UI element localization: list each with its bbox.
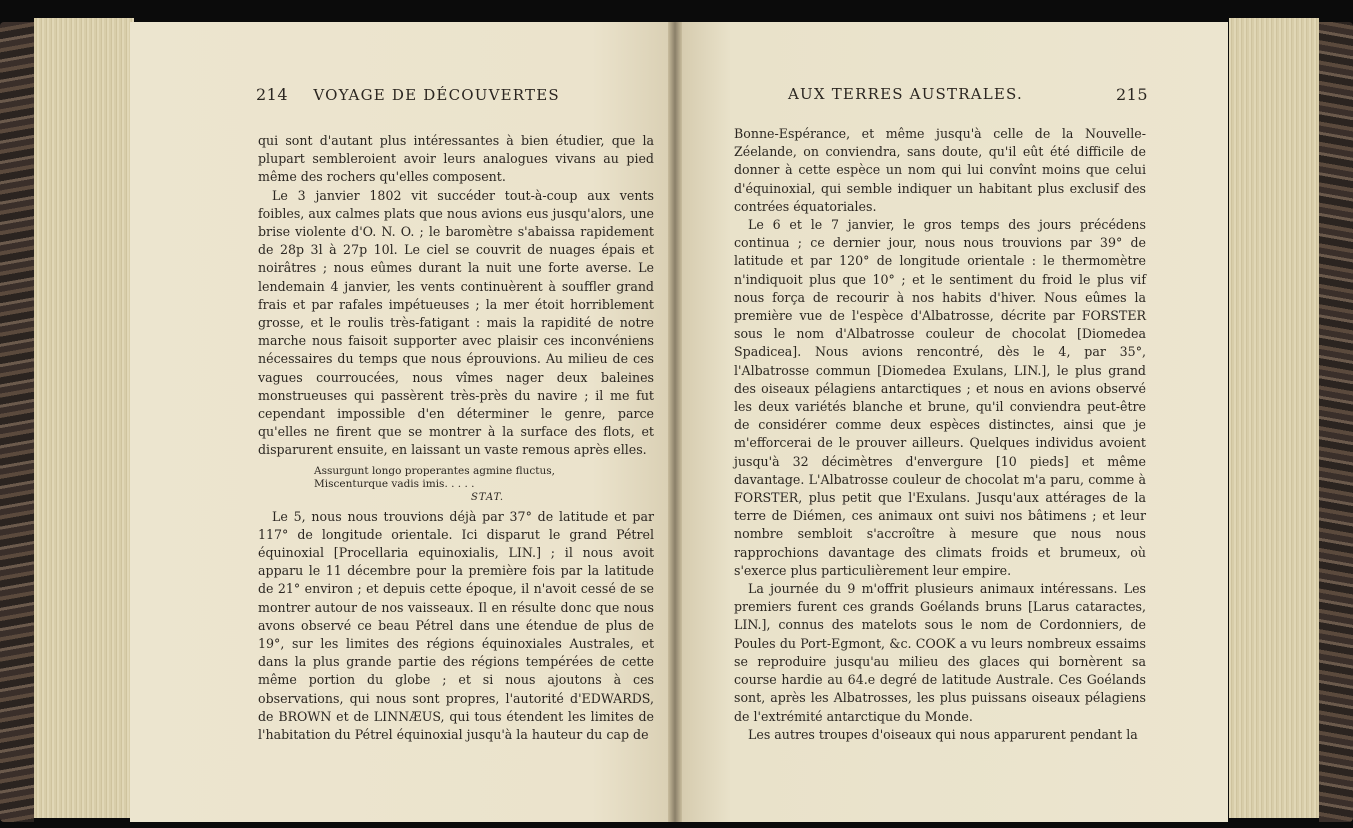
marbled-edge-right (1319, 22, 1353, 822)
left-page-header (256, 85, 656, 107)
paragraph: Le 6 et le 7 janvier, le gros temps des jours précédens continua ; ce dernier jour, nous nous trouvions par 39° de latitude et par 120° de longitude orientale : le thermomètre n'indiquoit plus que 10° ; et le sentiment du froid le plus vif nous força de recourir à nos habits d'hiver. Nous eûmes la première vue de l'espèce d'Albatrosse, décrite par FORSTER sous le nom d'Albatrosse couleur de chocolat [Diomedea Spadicea]. Nous avions rencontré, dès le 4, par 35°, l'Albatrosse commun [Diomedea Exulans, LIN.], le plus grand des oiseaux pélagiens antarctiques ; et nous en avions observé les deux variétés blanche et brune, qu'il conviendra peut-être de considérer comme deux espèces distinctes, ainsi que je m'efforcerai de le prouver ailleurs. Quelques individus avoient jusqu'à 32 décimètres d'envergure [10 pieds] et même davantage. L'Albatrosse couleur de chocolat m'a paru, comme à FORSTER, plus petit que l'Exulans. Jusqu'aux attérages de la terre de Diémen, ces animaux ont suivi nos bâtimens ; et leur nombre sembloit s'accroître à mesure que nous nous rapprochions davantage des climats froids et brumeux, où s'exerce plus particulièrement leur empire. (734, 217, 1146, 578)
quote-line: Miscenturque vadis imis. . . . . (314, 477, 475, 490)
right-page-body (734, 125, 1146, 744)
paragraph: La journée du 9 m'offrit plusieurs animaux intéressans. Les premiers furent ces grands Goélands bruns [Larus cataractes, LIN.], connus des matelots sous le nom de Cordonniers, de Poules du Port-Egmont, &c. COOK a vu leurs nombreux essaims se reproduire jusqu'au milieu des glaces qui bornèrent sa course hardie au 64.e degré de latitude Australe. Ces Goélands sont, après les Albatrosses, les plus puissans oiseaux pélagiens de l'extrémité antarctique du Monde. (734, 581, 1146, 724)
left-running-title: VOYAGE DE DÉCOUVERTES (313, 86, 560, 104)
book-gutter (668, 22, 682, 822)
quote-line: Assurgunt longo properantes agmine fluctus, (314, 464, 555, 477)
quote-attribution: STAT. (470, 491, 504, 503)
page-edges-left (34, 18, 134, 818)
paragraph: Bonne-Espérance, et même jusqu'à celle de la Nouvelle-Zéelande, on conviendra, sans doute, qu'il eût été difficile de donner à cette espèce un nom qui lui convînt moins que celui d'équinoxial, qui semble indiquer un habitant plus exclusif des contrées équatoriales. (734, 126, 1146, 214)
paragraph: Le 3 janvier 1802 vit succéder tout-à-coup aux vents foibles, aux calmes plats que nous avions eus jusqu'alors, une brise violente d'O. N. O. ; le baromètre s'abaissa rapidement de 28p 3l à 27p 10l. Le ciel se couvrit de nuages épais et noirâtres ; nous eûmes durant la nuit une forte averse. Le lendemain 4 janvier, les vents continuèrent à souffler grand frais et par rafales impétueuses ; la mer étoit horriblement grosse, et le roulis très-fatigant : mais la rapidité de notre marche nous faisoit supporter avec plaisir ces inconvéniens nécessaires du temps que nous éprouvions. Au milieu de ces vagues courroucées, nous vîmes nager deux baleines monstrueuses qui passèrent très-près du navire ; il me fut cependant impossible d'en déterminer le genre, parce qu'elles ne firent que se montrer à la surface des flots, et disparurent ensuite, en laissant un vaste remous après elles. (258, 187, 654, 458)
paragraph: Le 5, nous nous trouvions déjà par 37° de latitude et par 117° de longitude orientale. Ici disparut le grand Pétrel équinoxial [Procellaria equinoxialis, LIN.] ; il nous avoit apparu le 11 décembre pour la première fois par la latitude de 21° environ ; et depuis cette époque, il n'avoit cessé de se montrer autour de nos vaisseaux. Il en résulte donc que nous avons observé ce beau Pétrel dans une étendue de plus de 19°, sur les limites des régions équinoxiales Australes, et dans la plus grande partie des régions tempérées de cette même portion du globe ; et si nous ajoutons à ces observations, qui nous sont propres, l'autorité d'EDWARDS, de BROWN et de LINNÆUS, qui tous étendent les limites de l'habitation du Pétrel équinoxial jusqu'à la hauteur du cap de (258, 508, 654, 743)
marbled-edge-left (0, 22, 34, 822)
left-page (130, 22, 674, 822)
paragraph: Les autres troupes d'oiseaux qui nous apparurent pendant la (748, 726, 1138, 742)
right-page-header (788, 85, 1148, 107)
right-page (676, 22, 1228, 822)
left-page-body (258, 132, 654, 744)
page-edges-right (1229, 18, 1319, 818)
left-page-number: 214 (256, 85, 289, 104)
right-page-number: 215 (1115, 85, 1148, 104)
paragraph: qui sont d'autant plus intéressantes à bien étudier, que la plupart sembleroient avoir leurs analogues vivans au pied même des rochers qu'elles composent. (258, 133, 654, 185)
latin-quote (314, 465, 654, 504)
right-running-title: AUX TERRES AUSTRALES. (788, 85, 1023, 103)
